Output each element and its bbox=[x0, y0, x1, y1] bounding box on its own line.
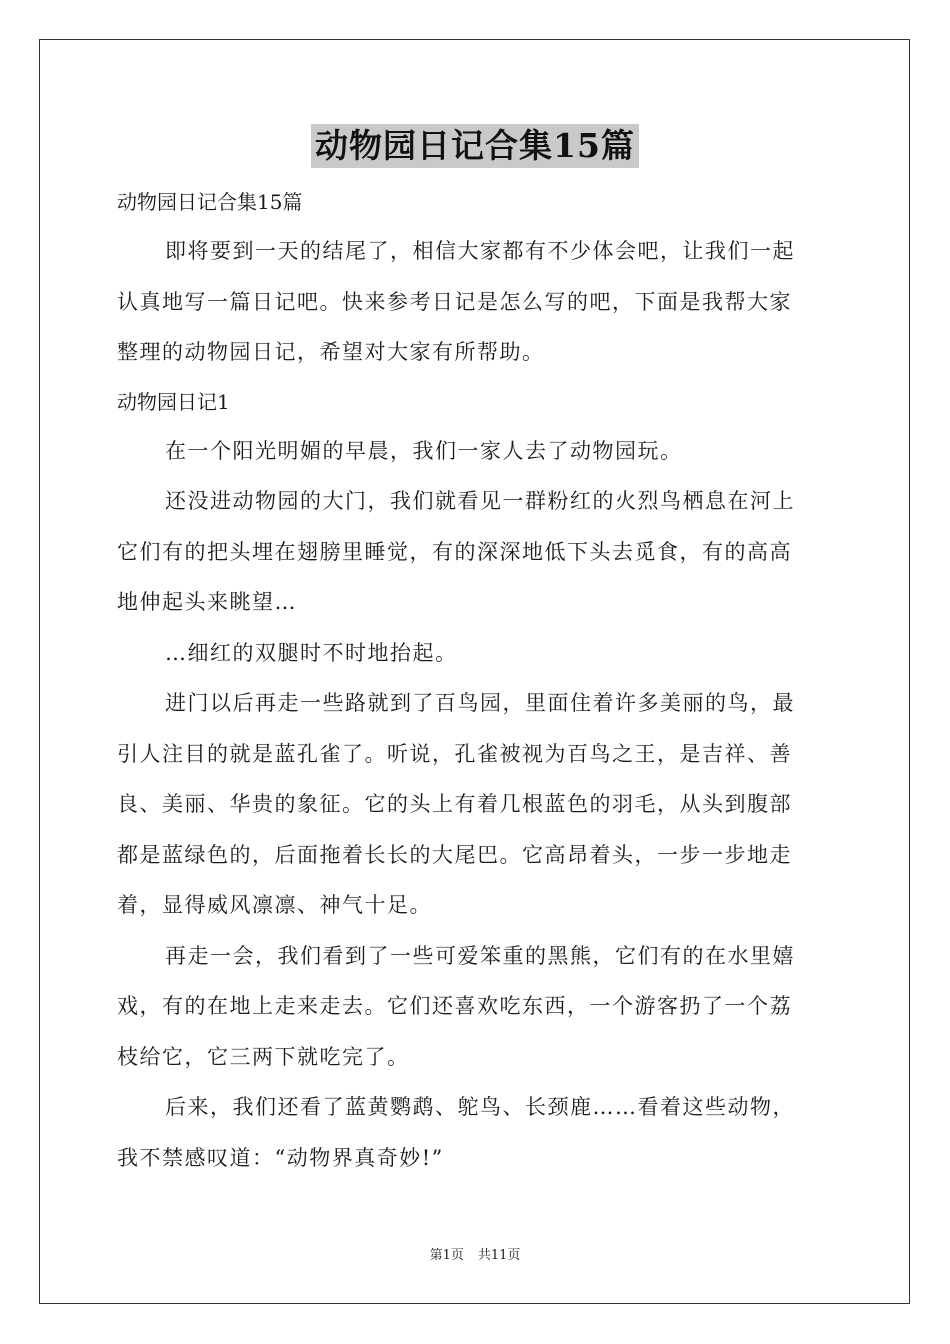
paragraph-line: 再走一会，我们看到了一些可爱笨重的黑熊，它们有的在水里嬉 bbox=[165, 943, 795, 968]
document-subtitle: 动物园日记合集15篇 bbox=[117, 190, 303, 214]
paragraph-line: 引人注目的就是蓝孔雀了。听说，孔雀被视为百鸟之王，是吉祥、善 bbox=[117, 741, 792, 766]
paragraph-line: 地伸起头来眺望… bbox=[117, 590, 297, 614]
paragraph-line: 还没进动物园的大门，我们就看见一群粉红的火烈鸟栖息在河上 bbox=[165, 489, 795, 513]
paragraph-line: 后来，我们还看了蓝黄鹦鹉、鸵鸟、长颈鹿……看着这些动物， bbox=[165, 1095, 795, 1119]
paragraph-line: 整理的动物园日记，希望对大家有所帮助。 bbox=[117, 340, 545, 364]
page-footer bbox=[0, 1246, 950, 1266]
paragraph-line: 戏，有的在地上走来走去。它们还喜欢吃东西，一个游客扔了一个荔 bbox=[117, 994, 792, 1018]
title-area bbox=[0, 124, 950, 168]
paragraph-line: 在一个阳光明媚的早晨，我们一家人去了动物园玩。 bbox=[165, 438, 683, 463]
paragraph bbox=[117, 1082, 835, 1183]
paragraph bbox=[117, 476, 835, 628]
document-body bbox=[117, 178, 835, 1183]
paragraph-line: 它们有的把头埋在翅膀里睡觉，有的深深地低下头去觅食，有的高高 bbox=[117, 539, 792, 564]
paragraph-line: 进门以后再走一些路就到了百鸟园，里面住着许多美丽的鸟，最 bbox=[165, 691, 795, 715]
paragraph-line: 都是蓝绿色的，后面拖着长长的大尾巴。它高昂着头，一步一步地走 bbox=[117, 842, 792, 867]
intro-paragraph bbox=[117, 226, 835, 378]
section-heading: 动物园日记1 bbox=[117, 389, 230, 414]
document-title: 动物园日记合集15篇 bbox=[311, 124, 639, 168]
paragraph-line: 良、美丽、华贵的象征。它的头上有着几根蓝色的羽毛，从头到腹部 bbox=[117, 792, 792, 816]
page-total: 共11页 bbox=[477, 1248, 521, 1263]
paragraph bbox=[117, 628, 835, 679]
paragraph bbox=[117, 678, 835, 931]
paragraph bbox=[117, 426, 835, 477]
page-number: 第1页 bbox=[429, 1248, 464, 1263]
paragraph-line: 枝给它，它三两下就吃完了。 bbox=[117, 1044, 410, 1069]
paragraph-line: …细红的双腿时不时地抬起。 bbox=[165, 640, 458, 665]
paragraph-line: 我不禁感叹道：“动物界真奇妙!” bbox=[117, 1145, 444, 1170]
paragraph-line: 认真地写一篇日记吧。快来参考日记是怎么写的吧，下面是我帮大家 bbox=[117, 289, 792, 314]
paragraph-line: 即将要到一天的结尾了，相信大家都有不少体会吧，让我们一起 bbox=[165, 239, 795, 263]
paragraph-line: 着，显得威风凛凛、神气十足。 bbox=[117, 893, 432, 917]
paragraph bbox=[117, 931, 835, 1083]
